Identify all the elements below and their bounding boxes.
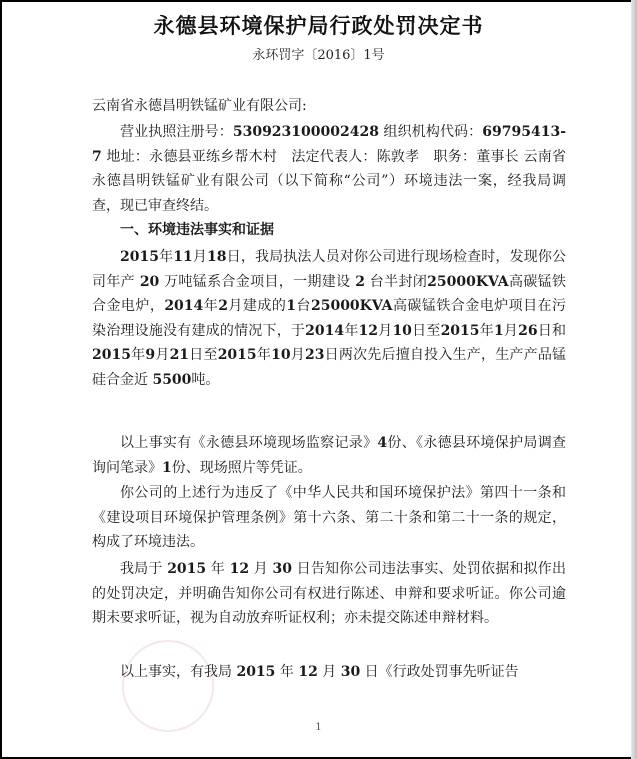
intro-paragraph: 营业执照注册号：530923100002428 组织机构代码：69795413-7 地址：永德县亚练乡帮木村 法定代表人：陈敦孝 职务：董事长 云南省永德昌明铁锰矿业有限公司（以下简称“公司”）环境违法一案，经我局调查，现已审查终结。 [92, 124, 567, 214]
facts-paragraph: 2015年11月18日，我局执法人员对你公司进行现场检查时，发现你公司年产 20 万吨锰系合金项目，一期建设 2 台半封闭25000KVA高碳锰铁合金电炉，2014年2月建成的1台25000KVA高碳锰铁合金电炉项目在污染治理设施没有建成的情况下，于2014年12月10日至2015年1月26日和2015年9月21日至2015年10月23日两次先后擅自投入生产，生产产品锰硅合金近 5500吨。 [92, 249, 567, 388]
scan-edge-shadow [631, 0, 637, 759]
addressee: 云南省永德昌明铁锰矿业有限公司: [92, 98, 307, 114]
document-title: 永德县环境保护局行政处罚决定书 [153, 13, 484, 38]
conclusion-paragraph: 以上事实，有我局 2015 年 12 月 30 日《行政处罚事先听证告 [120, 664, 519, 680]
document-number: 永环罚字〔2016〕1号 [252, 48, 385, 63]
section-heading: 一、环境违法事实和证据 [120, 222, 274, 238]
page-number: 1 [315, 722, 322, 733]
faded-seal-stamp [122, 640, 214, 732]
violation-paragraph: 你公司的上述行为违反了《中华人民共和国环境保护法》第四十一条和《建设项目环境保护管理条例》第十六条、第二十条和第二十一条的规定，构成了环境违法。 [92, 485, 566, 550]
evidence-paragraph: 以上事实有《永德县环境现场监察记录》4份、《永德县环境保护局调查询问笔录》1份、现场照片等凭证。 [92, 435, 567, 476]
notice-paragraph: 我局于 2015 年 12 月 30 日告知你公司违法事实、处罚依据和拟作出的处罚决定，并明确告知你公司有权进行陈述、申辩和要求听证。你公司逾期未要求听证，视为自动放弃听证权利；亦未提交陈述申辩材料。 [92, 561, 566, 626]
